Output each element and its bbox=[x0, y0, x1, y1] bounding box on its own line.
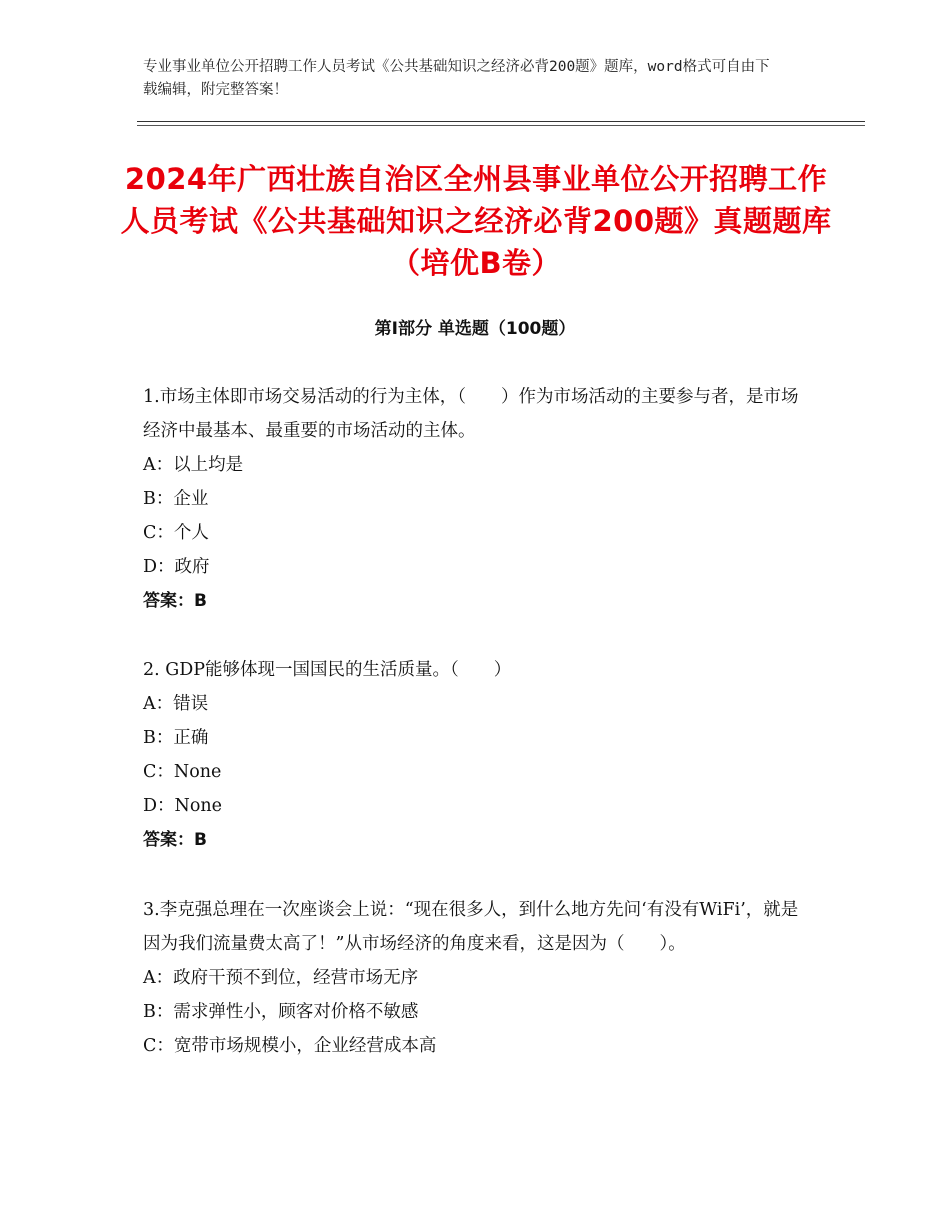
option-c: C：None bbox=[143, 762, 222, 782]
answer: 答案：B bbox=[143, 591, 207, 611]
document-title: 2024年广西壮族自治区全州县事业单位公开招聘工作人员考试《公共基础知识之经济必背200题》真题题库（培优B卷） bbox=[120, 162, 832, 280]
answer: 答案：B bbox=[143, 830, 207, 850]
option-a: A：以上均是 bbox=[143, 455, 244, 475]
header-rule-thin bbox=[137, 125, 865, 126]
option-a: A：错误 bbox=[143, 694, 209, 714]
option-b: B：企业 bbox=[143, 489, 209, 509]
option-c: C：个人 bbox=[143, 523, 209, 543]
option-a: A：政府干预不到位，经营市场无序 bbox=[143, 968, 419, 988]
option-d: D：None bbox=[143, 796, 223, 816]
option-b: B：需求弹性小，顾客对价格不敏感 bbox=[143, 1002, 419, 1022]
option-c: C：宽带市场规模小，企业经营成本高 bbox=[143, 1036, 437, 1056]
header-rule bbox=[137, 121, 865, 122]
question-stem: 2. GDP能够体现一国国民的生活质量。（ ） bbox=[143, 660, 512, 680]
question-2 bbox=[143, 653, 803, 857]
option-b: B：正确 bbox=[143, 728, 209, 748]
section-heading: 第Ⅰ部分 单选题（100题） bbox=[374, 319, 576, 339]
question-1 bbox=[143, 380, 803, 618]
option-d: D：政府 bbox=[143, 557, 210, 577]
question-stem: 3.李克强总理在一次座谈会上说：“现在很多人，到什么地方先问‘有没有WiFi’，就是因为我们流量费太高了！”从市场经济的角度来看，这是因为（ ）。 bbox=[143, 900, 799, 954]
header-note: 专业事业单位公开招聘工作人员考试《公共基础知识之经济必背200题》题库，word格式可自由下载编辑，附完整答案！ bbox=[143, 59, 770, 98]
question-stem: 1.市场主体即市场交易活动的行为主体，（ ）作为市场活动的主要参与者，是市场经济中最基本、最重要的市场活动的主体。 bbox=[143, 387, 799, 441]
question-3 bbox=[143, 893, 803, 1063]
